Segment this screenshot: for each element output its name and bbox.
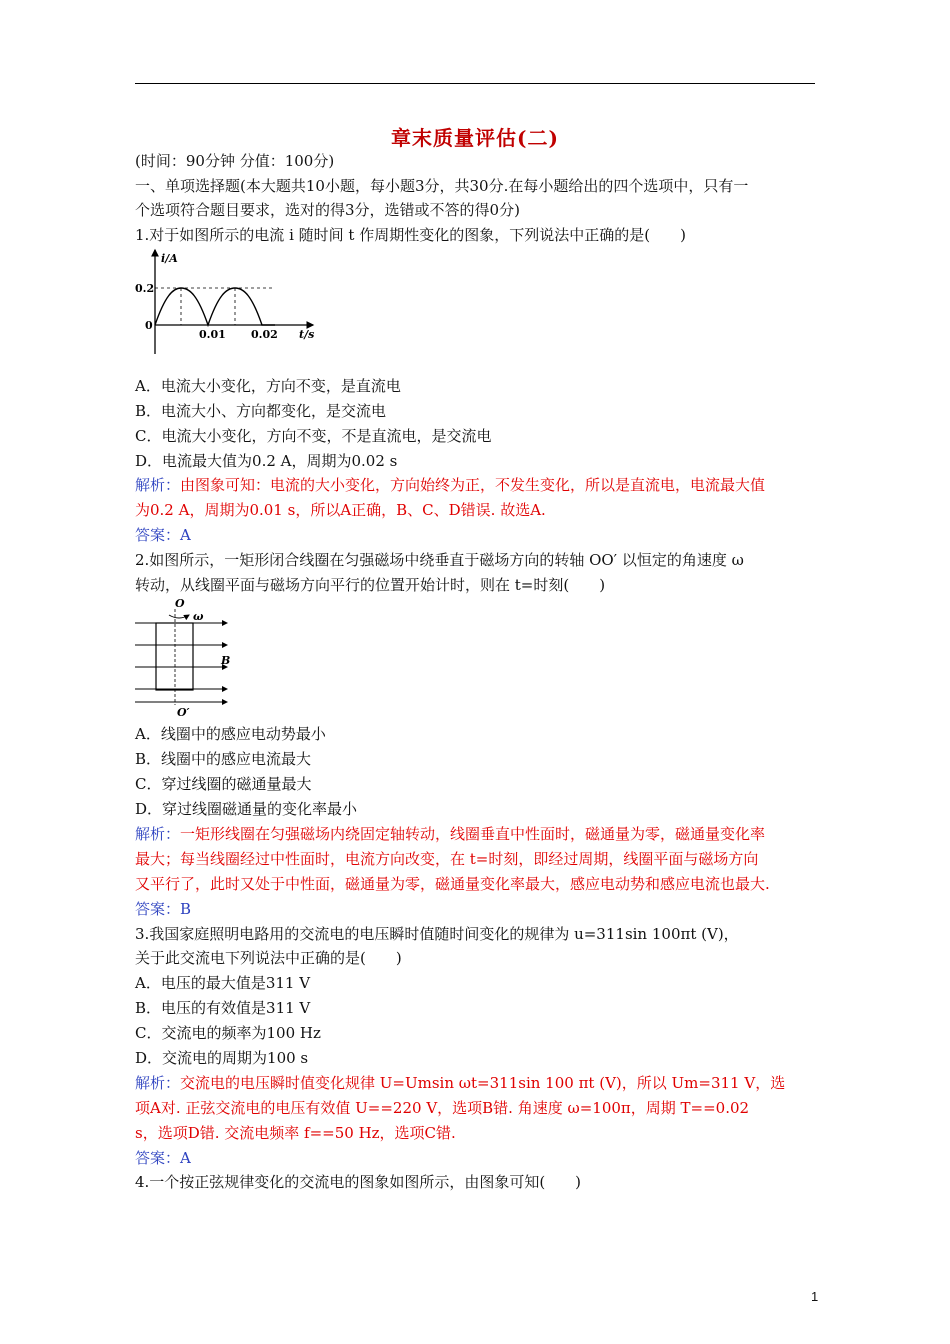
q3-option-d: D．交流电的周期为100 s	[135, 1049, 309, 1067]
q2-analysis-line-3: 又平行了，此时又处于中性面，磁通量为零，磁通量变化率最大，感应电动势和感应电流也最大.	[135, 875, 770, 893]
q2-stem-line-1: 2.如图所示，一矩形闭合线圈在匀强磁场中绕垂直于磁场方向的转轴 OO′ 以恒定的角速度 ω	[135, 551, 744, 569]
q2-option-d: D．穿过线圈磁通量的变化率最小	[135, 800, 358, 818]
q1-analysis-line-2: 为0.2 A，周期为0.01 s，所以A正确，B、C、D错误. 故选A.	[135, 501, 546, 519]
q2-coil	[156, 623, 193, 690]
q3-option-a: A．电压的最大值是311 V	[135, 974, 311, 992]
page-title: 章末质量评估(二)	[391, 126, 559, 150]
q2-stem-line-2: 转动，从线圈平面与磁场方向平行的位置开始计时，则在 t=时刻( )	[135, 576, 606, 594]
q3-analysis-text-1: 交流电的电压瞬时值变化规律 U=Umsin ωt=311sin 100 πt (V)，所以 Um=311 V，选	[180, 1074, 786, 1092]
q3-analysis-label: 解析：	[135, 1074, 181, 1092]
q3-option-b: B．电压的有效值是311 V	[135, 999, 311, 1017]
q3-analysis-line-3: s，选项D错. 交流电频率 f==50 Hz，选项C错.	[135, 1124, 456, 1142]
q1-current-graph	[135, 246, 320, 358]
q2-coil-diagram	[135, 595, 245, 720]
q1-answer: 答案：A	[135, 526, 191, 544]
q2-axis-top-label: O	[175, 597, 185, 610]
q3-answer: 答案：A	[135, 1149, 191, 1167]
q2-omega-label: ω	[193, 610, 204, 623]
q1-analysis-text-1: 由图象可知：电流的大小变化，方向始终为正，不发生变化，所以是直流电，电流最大值	[180, 476, 766, 494]
q4-stem: 4.一个按正弦规律变化的交流电的图象如图所示，由图象可知( )	[135, 1173, 582, 1191]
q1-y-label: i/A	[161, 252, 178, 265]
q1-analysis-label: 解析：	[135, 476, 181, 494]
q3-stem-line-1: 3.我国家庭照明电路用的交流电的电压瞬时值随时间变化的规律为 u=311sin 100πt (V)，	[135, 925, 739, 943]
q1-current-curve	[155, 288, 275, 325]
q1-analysis-line-1	[135, 475, 765, 495]
q1-y-tick: 0.2	[135, 282, 155, 295]
q2-answer: 答案：B	[135, 900, 192, 918]
q2-rotation-arrow	[169, 615, 189, 618]
section-instructions: 一、单项选择题(本大题共10小题，每小题3分，共30分.在每小题给出的四个选项中，只有一	[135, 177, 749, 195]
header-rule	[135, 83, 815, 84]
q1-stem: 1.对于如图所示的电流 i 随时间 t 作周期性变化的图象，下列说法中正确的是( )	[135, 226, 686, 244]
q3-analysis-line-2: 项A对. 正弦交流电的电压有效值 U==220 V，选项B错. 角速度 ω=100π，周期 T==0.02	[135, 1099, 750, 1117]
q1-x-tick-2: 0.02	[251, 328, 278, 341]
q1-x-label: t/s	[299, 328, 315, 341]
q2-analysis-text-1: 一矩形线圈在匀强磁场内绕固定轴转动，线圈垂直中性面时，磁通量为零，磁通量变化率	[180, 825, 766, 843]
q2-axis-bottom-label: O′	[177, 706, 190, 719]
q1-option-c: C．电流大小变化，方向不变，不是直流电，是交流电	[135, 427, 492, 445]
q2-option-a: A．线圈中的感应电动势最小	[135, 725, 326, 743]
q3-analysis-line-1	[135, 1073, 785, 1093]
q2-option-c: C．穿过线圈的磁通量最大	[135, 775, 312, 793]
q1-option-d: D．电流最大值为0.2 A，周期为0.02 s	[135, 452, 398, 470]
q2-analysis-line-1	[135, 824, 765, 844]
section-instructions-cont: 个选项符合题目要求，选对的得3分，选错或不答的得0分)	[135, 201, 520, 219]
q2-field-label: B	[221, 654, 231, 667]
exam-info: (时间：90分钟 分值：100分)	[135, 152, 335, 170]
q1-option-a: A．电流大小变化，方向不变，是直流电	[135, 377, 401, 395]
q2-option-b: B．线圈中的感应电流最大	[135, 750, 312, 768]
q2-analysis-line-2: 最大；每当线圈经过中性面时，电流方向改变，在 t=时刻，即经过周期，线圈平面与磁场方向	[135, 850, 759, 868]
q3-stem-line-2: 关于此交流电下列说法中正确的是( )	[135, 949, 402, 967]
page-number: 1	[811, 1289, 819, 1304]
q2-analysis-label: 解析：	[135, 825, 181, 843]
q1-origin: 0	[145, 319, 153, 332]
q1-option-b: B．电流大小、方向都变化，是交流电	[135, 402, 387, 420]
q1-x-tick-1: 0.01	[199, 328, 226, 341]
q3-option-c: C．交流电的频率为100 Hz	[135, 1024, 321, 1042]
